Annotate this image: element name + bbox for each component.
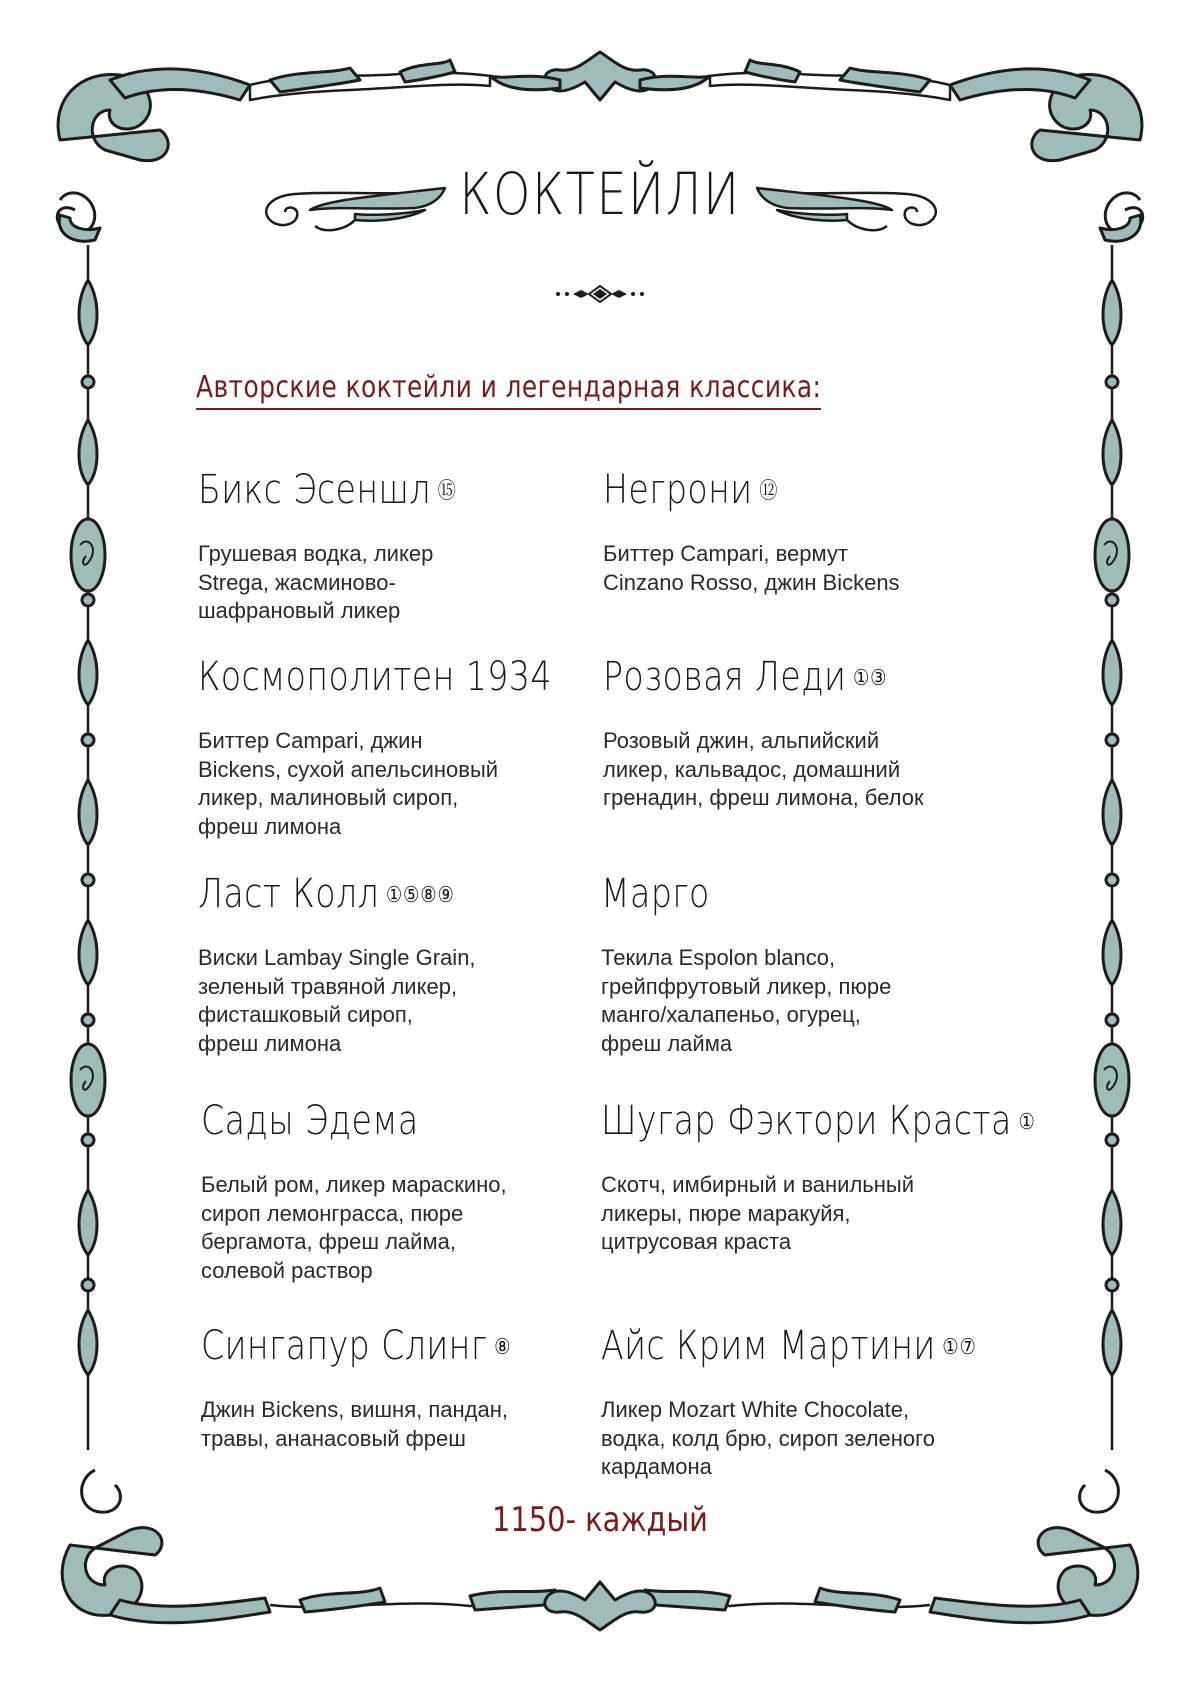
- allergen-tags: ⑮: [437, 479, 457, 504]
- item-description: Текила Espolon blanco, грейпфрутовый ликер, пюре манго/халапеньо, огурец, фреш лайма: [601, 945, 892, 1056]
- item-name: Космополитен 1934: [198, 654, 552, 700]
- item-description: Грушевая водка, ликер Strega, жасминово- шафрановый ликер: [198, 541, 434, 623]
- menu-item: [201, 1322, 581, 1453]
- top-crest: [545, 52, 655, 100]
- item-name: Айс Крим Мартини: [601, 1323, 936, 1369]
- allergen-tags: ⑧: [494, 1335, 512, 1360]
- allergen-tags: ⑫: [759, 479, 779, 504]
- menu-item: [201, 1097, 581, 1285]
- item-name: Сады Эдема: [201, 1098, 419, 1144]
- top-left-ribbon: [110, 69, 250, 100]
- menu-item: [198, 466, 578, 626]
- top-crest-leaf-right: [640, 76, 710, 90]
- diamond-divider: [555, 284, 645, 304]
- item-name: Шугар Фэктори Краста: [601, 1098, 1012, 1144]
- bottom-crest: [545, 1582, 655, 1630]
- menu-item: [603, 466, 983, 597]
- allergen-tags: ①⑦: [942, 1335, 977, 1360]
- bottom-right-swirl: [1038, 1528, 1138, 1616]
- menu-item: [601, 870, 981, 1058]
- menu-title: КОКТЕЙЛИ: [459, 160, 741, 228]
- allergen-tags: ①③: [852, 666, 888, 691]
- item-description: Ликер Mozart White Chocolate, водка, колд брю, сироп зеленого кардамона: [601, 1397, 935, 1479]
- menu-item: [601, 1097, 1036, 1257]
- item-name: Бикс Эсеншл: [198, 467, 431, 513]
- item-description: Розовый джин, альпийский ликер, кальвадос, домашний гренадин, фреш лимона, белок: [603, 728, 924, 810]
- item-name: Ласт Колл: [198, 871, 380, 917]
- item-description: Виски Lambay Single Grain, зеленый травяной ликер, фисташковый сироп, фреш лимона: [198, 945, 476, 1056]
- item-description: Скотч, имбирный и ванильный ликеры, пюре маракуйя, цитрусовая краста: [601, 1172, 914, 1254]
- top-right-ribbon: [950, 69, 1090, 100]
- item-name: Розовая Леди: [603, 654, 847, 700]
- item-name: Негрони: [603, 467, 753, 513]
- bottom-left-swirl: [62, 1528, 162, 1616]
- item-name: Сингапур Слинг: [201, 1323, 488, 1369]
- section-heading: Авторские коктейли и легендарная классика:: [196, 370, 821, 410]
- menu-item: [601, 1322, 981, 1482]
- item-description: Джин Bickens, вишня, пандан, травы, ананасовый фреш: [201, 1397, 508, 1451]
- item-name: Марго: [601, 871, 710, 917]
- top-crest-leaf-left: [490, 76, 560, 90]
- item-description: Биттер Campari, вермут Cinzano Rosso, джин Bickens: [603, 541, 900, 595]
- allergen-tags: ①⑤⑧⑨: [385, 883, 455, 908]
- price-label: 1150- каждый: [492, 1500, 708, 1540]
- menu-item: [198, 870, 578, 1058]
- item-description: Биттер Campari, джин Bickens, сухой апельсиновый ликер, малиновый сироп, фреш лимона: [198, 728, 499, 839]
- item-description: Белый ром, ликер мараскино, сироп лемонграсса, пюре бергамота, фреш лайма, солевой раствор: [201, 1172, 507, 1283]
- menu-item: [603, 653, 983, 813]
- allergen-tags: ①: [1018, 1110, 1036, 1135]
- menu-item: [198, 653, 578, 841]
